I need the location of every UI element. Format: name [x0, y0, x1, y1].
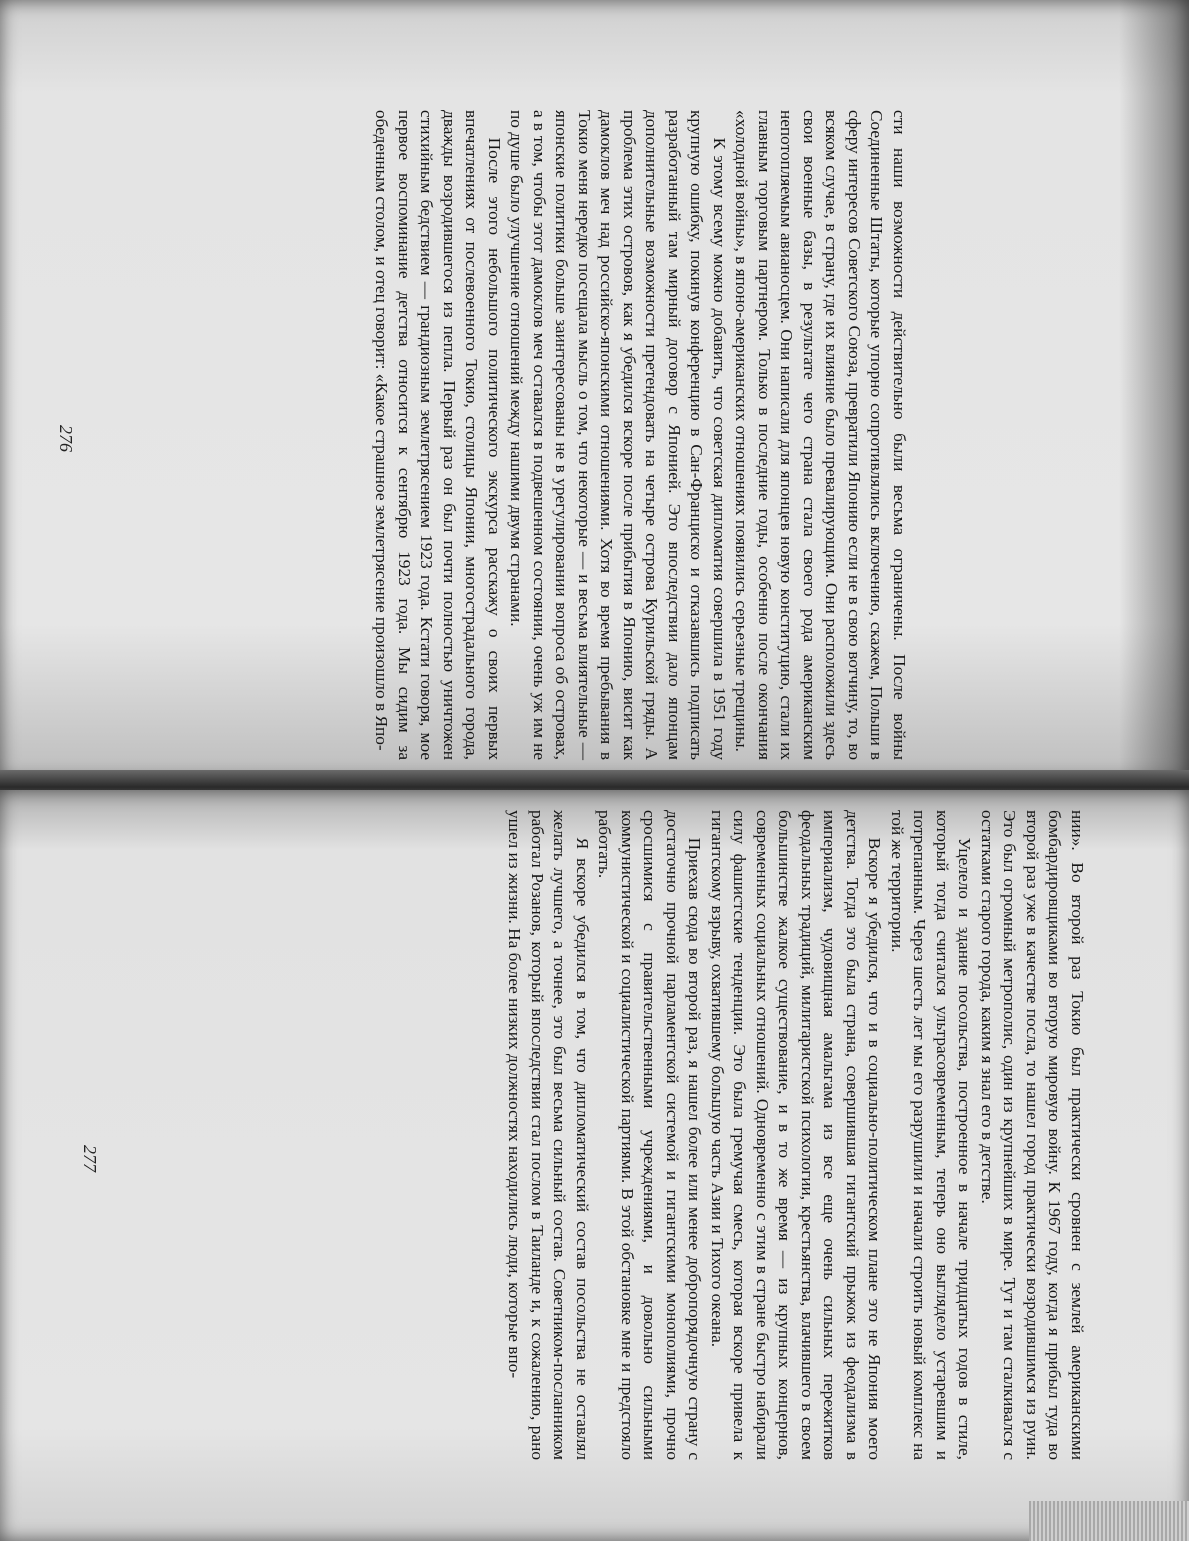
paragraph: Я вскоре убедился в том, что дипломатический состав посольства не оставлял желать лучшего, а точнее, это был весьма сильный состав. Советником-посланником работал Розанов, который впоследствии стал послом в Таиланде и, к сожалению, рано ушел из жизни. На более низких должностях находились люди, которые впо-: [505, 810, 592, 1460]
page-277-text: [503, 810, 1088, 1460]
paragraph: Уцелело и здание посольства, построенное в начале тридцатых годов в стиле, который тогда считался ультрасовременным, теперь оно выглядело устаревшим и потрепанным. Через шесть лет мы его разрушили и начали строить новый комплекс на той же территории.: [888, 810, 975, 1460]
paragraph: После этого небольшого политического экскурса расскажу о своих первых впечатлениях от послевоенного Токио, столицы Японии, многострадального города, дважды возродившегося из пепла. Первый раз он был почти полностью уничтожен стихийным бедствием — грандиозным землетрясением 1923 года. Кстати говоря, мое первое воспоминание детства относится к сентябрю 1923 года. Мы сидим за обеденным столом, и отец говорит: «Какое страшное землетрясение произошло в Япо-: [372, 110, 504, 760]
page-edge-shadow: [1119, 0, 1189, 780]
paragraph: Приехав сюда во второй раз, я нашел более или менее добропорядочную страну с достаточно прочной парламентской системой и гигантскими монополиями, прочно сросшимися с правительственными учреждениями, и довольно сильными коммунистической и социалистической партиями. В этой обстановке мне и предстояло работать.: [595, 810, 705, 1460]
paragraph: нии». Во второй раз Токио был практически сровнен с землей американскими бомбардировщиками во вторую мировую войну. К 1967 году, когда я прибыл туда во второй раз уже в качестве посла, то нашел город практически возродившимся из руин. Это был огромный метрополис, один из крупнейших в мире. Тут и там сталкивался с остатками старого города, каким я знал его в детстве.: [978, 810, 1087, 1460]
page-number: 276: [56, 425, 76, 452]
page-276-text: [370, 110, 910, 760]
paragraph: сти наши возможности действительно были весьма ограничены. После войны Соединенные Штаты, которые упорно сопротивлялись включению, скажем, Польши в сферу интересов Советского Союза, превратили Японию если не в свою вотчину, то, во всяком случае, в страну, где их влияние было превалирующим. Они расположили здесь свои военные базы, в результате чего страна стала своего рода американским непотопляемым авианосцем. Они написали для японцев новую конституцию, стали их главным торговым партнером. Только в последние годы, особенно после окончания «холодной войны», в японо-американских отношениях появились серьезные трещины.: [732, 110, 909, 760]
page-edge-stack: [1029, 1501, 1189, 1541]
paragraph: К этому всему можно добавить, что советская дипломатия совершила в 1951 году крупную ошибку, покинув конференцию в Сан-Франциско и отказавшись подписать разработанный там мирный договор с Японией. Это впоследствии дало японцам дополнительные возможности претендовать на четыре острова Курильской гряды. А проблема этих островов, как я убедился вскоре после прибытия в Японию, висит как дамоклов меч над российско-японскими отношениями. Хотя во время пребывания в Токио меня нередко посещала мысль о том, что некоторые — и весьма влиятельные — японские политики больше заинтересованы не в урегулировании вопроса об островах, а в том, чтобы этот дамоклов меч оставался в подвешенном состоянии, очень уж им не по душе было улучшение отношений между нашими двумя странами.: [507, 110, 729, 760]
paragraph: Вскоре я убедился, что и в социально-политическом плане это не Япония моего детства. Тогда это была страна, совершившая гигантский прыжок из феодализма в империализм, чудовищная амальгама из все еще очень сильных пережитков феодальных традиций, милитаристской психологии, крестьянства, влачившего в своем большинстве жалкое существование, и в то же время — из крупных концернов, современных социальных отношений. Одновременно с этим в стране быстро набирали силу фашистские тенденции. Это была гремучая смесь, которая вскоре привела к гигантскому взрыву, охватившему большую часть Азии и Тихого океана.: [708, 810, 885, 1460]
page-number: 277: [80, 1145, 100, 1172]
